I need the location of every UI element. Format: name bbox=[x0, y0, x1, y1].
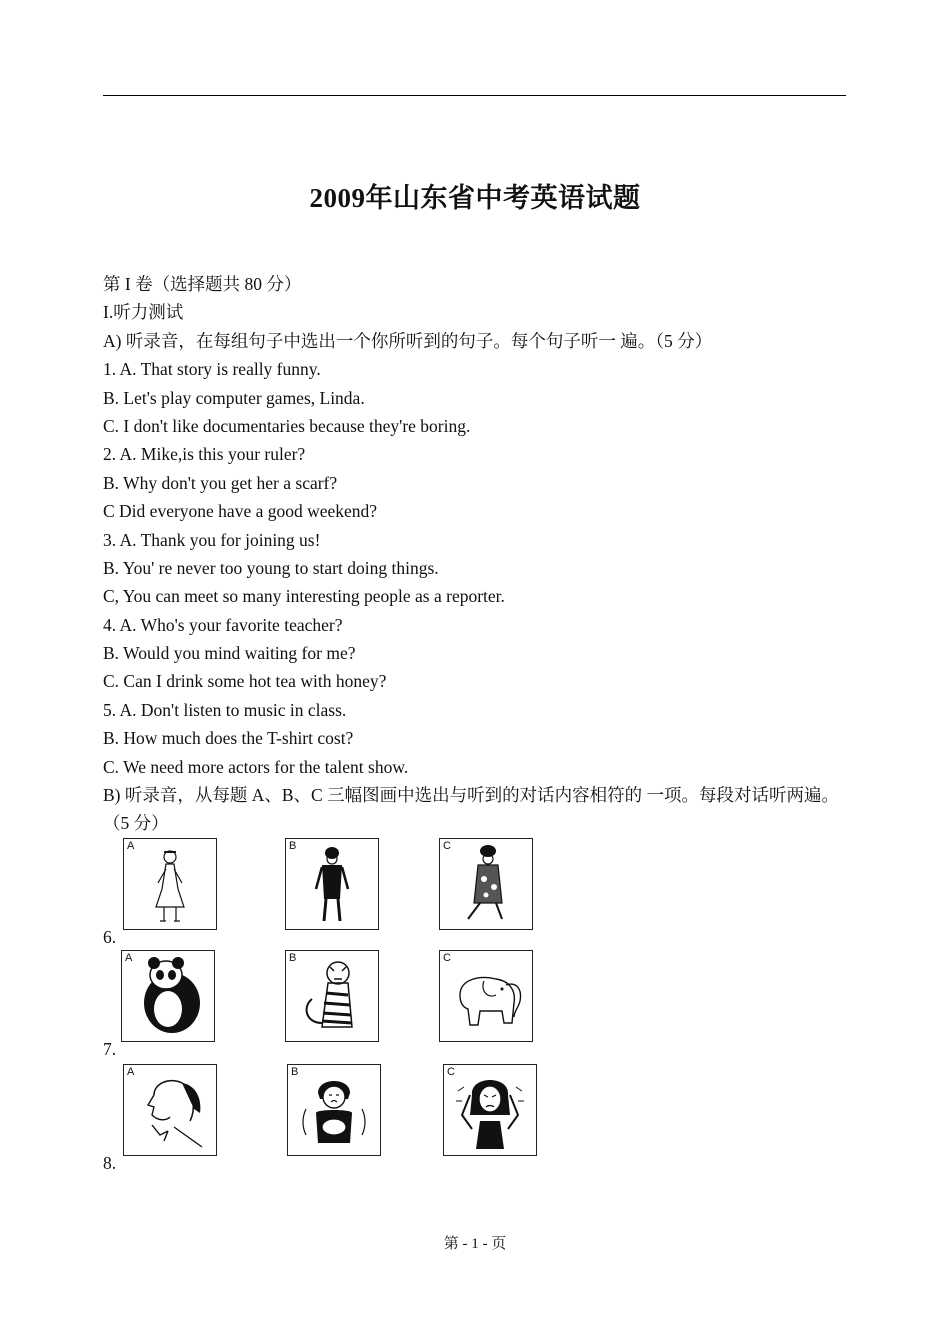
text-line: B. Let's play computer games, Linda. bbox=[103, 387, 365, 408]
page-title: 2009年山东省中考英语试题 bbox=[309, 183, 641, 213]
picture-question-6 bbox=[103, 838, 563, 948]
option-c-picture bbox=[439, 838, 533, 930]
option-c-picture bbox=[443, 1064, 537, 1156]
page-footer: 第 - 1 - 页 bbox=[443, 1236, 507, 1252]
section-b-instruction: B) 听录音，从每题 A、B、C 三幅图画中选出与听到的对话内容相符的 一项。每段对话听两遍。（5 分） bbox=[103, 785, 839, 834]
text-line: B. You' re never too young to start doing things. bbox=[103, 557, 439, 578]
text-line: 3. A. Thank you for joining us! bbox=[103, 529, 321, 550]
text-line: 4. A. Who's your favorite teacher? bbox=[103, 614, 343, 635]
text-line: 2. A. Mike,is this your ruler? bbox=[103, 444, 306, 465]
option-letter: A bbox=[125, 952, 133, 964]
text-line: C. Can I drink some hot tea with honey? bbox=[103, 671, 387, 692]
option-c-picture bbox=[439, 950, 533, 1042]
option-a-picture bbox=[123, 838, 217, 930]
header-rule bbox=[103, 95, 846, 96]
girl-stomachache-icon bbox=[288, 1065, 380, 1155]
option-letter: C bbox=[443, 952, 451, 964]
tiger-icon bbox=[286, 951, 378, 1041]
option-b-picture bbox=[285, 950, 379, 1042]
option-letter: C bbox=[443, 840, 451, 852]
text-line: B. How much does the T-shirt cost? bbox=[103, 728, 354, 749]
option-b-picture bbox=[287, 1064, 381, 1156]
text-line: 5. A. Don't listen to music in class. bbox=[103, 699, 347, 720]
girl-in-dress-icon bbox=[124, 839, 216, 929]
text-line: I.听力测试 bbox=[103, 302, 184, 323]
panda-icon bbox=[122, 951, 214, 1041]
option-letter: A bbox=[127, 1066, 135, 1078]
elephant-icon bbox=[440, 951, 532, 1041]
option-letter: A bbox=[127, 840, 135, 852]
text-line: B. Would you mind waiting for me? bbox=[103, 643, 356, 664]
woman-in-patterned-dress-icon bbox=[440, 839, 532, 929]
text-line: C. We need more actors for the talent show. bbox=[103, 756, 409, 777]
text-line: 1. A. That story is really funny. bbox=[103, 359, 321, 380]
option-a-picture bbox=[121, 950, 215, 1042]
text-line: C, You can meet so many interesting people as a reporter. bbox=[103, 586, 505, 607]
text-line: A) 听录音，在每组句子中选出一个你所听到的句子。每个句子听一 遍。（5 分） bbox=[103, 330, 713, 351]
text-line: C. I don't like documentaries because they're boring. bbox=[103, 415, 471, 436]
picture-question-8 bbox=[103, 1064, 563, 1174]
option-a-picture bbox=[123, 1064, 217, 1156]
option-letter: B bbox=[289, 840, 297, 852]
question-number: 7. bbox=[103, 1039, 117, 1059]
text-line: B. Why don't you get her a scarf? bbox=[103, 472, 338, 493]
option-letter: C bbox=[447, 1066, 455, 1078]
option-letter: B bbox=[289, 952, 297, 964]
question-number: 6. bbox=[103, 927, 117, 947]
question-text bbox=[103, 270, 848, 838]
picture-question-7 bbox=[103, 950, 563, 1060]
girl-headache-icon bbox=[444, 1065, 536, 1155]
option-b-picture bbox=[285, 838, 379, 930]
option-letter: B bbox=[291, 1066, 299, 1078]
woman-in-dark-dress-icon bbox=[286, 839, 378, 929]
girl-coughing-icon bbox=[124, 1065, 216, 1155]
question-number: 8. bbox=[103, 1153, 117, 1173]
text-line: C Did everyone have a good weekend? bbox=[103, 501, 378, 522]
text-line: 第 I 卷（选择题共 80 分） bbox=[103, 274, 302, 294]
